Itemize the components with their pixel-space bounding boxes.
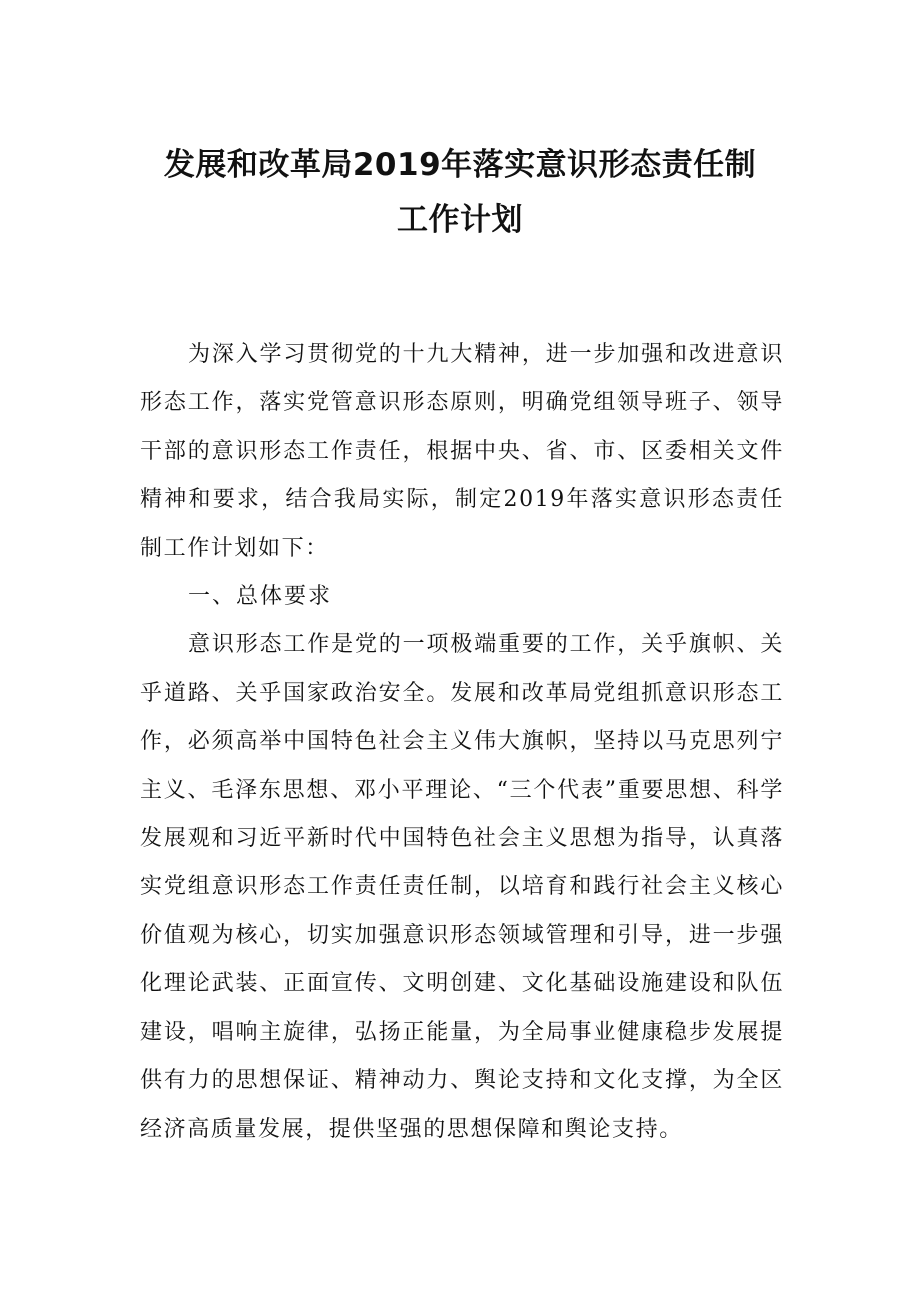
section-heading-general-requirements: 一、总体要求 [188, 584, 333, 610]
title-line-1: 发展和改革局2019年落实意识形态责任制 [163, 147, 757, 183]
document-body [140, 331, 784, 1154]
document-title [120, 138, 800, 248]
section-paragraph-general-requirements: 意识形态工作是党的一项极端重要的工作，关乎旗帜、关乎道路、关乎国家政治安全。发展和改革局党组抓意识形态工作，必须高举中国特色社会主义伟大旗帜，坚持以马克思列宁主义、毛泽东思想、邓小平理论、“三个代表”重要思想、科学发展观和习近平新时代中国特色社会主义思想为指导，认真落实党组意识形态工作责任责任制，以培育和践行社会主义核心价值观为核心，切实加强意识形态领域管理和引导，进一步强化理论武装、正面宣传、文明创建、文化基础设施建设和队伍建设，唱响主旋律，弘扬正能量，为全局事业健康稳步发展提供有力的思想保证、精神动力、舆论支持和文化支撑，为全区经济高质量发展，提供坚强的思想保障和舆论支持。 [140, 632, 784, 1142]
intro-paragraph: 为深入学习贯彻党的十九大精神，进一步加强和改进意识形态工作，落实党管意识形态原则，明确党组领导班子、领导干部的意识形态工作责任，根据中央、省、市、区委相关文件精神和要求，结合我局实际，制定2019年落实意识形态责任制工作计划如下： [140, 342, 784, 561]
title-line-2: 工作计划 [397, 202, 523, 238]
